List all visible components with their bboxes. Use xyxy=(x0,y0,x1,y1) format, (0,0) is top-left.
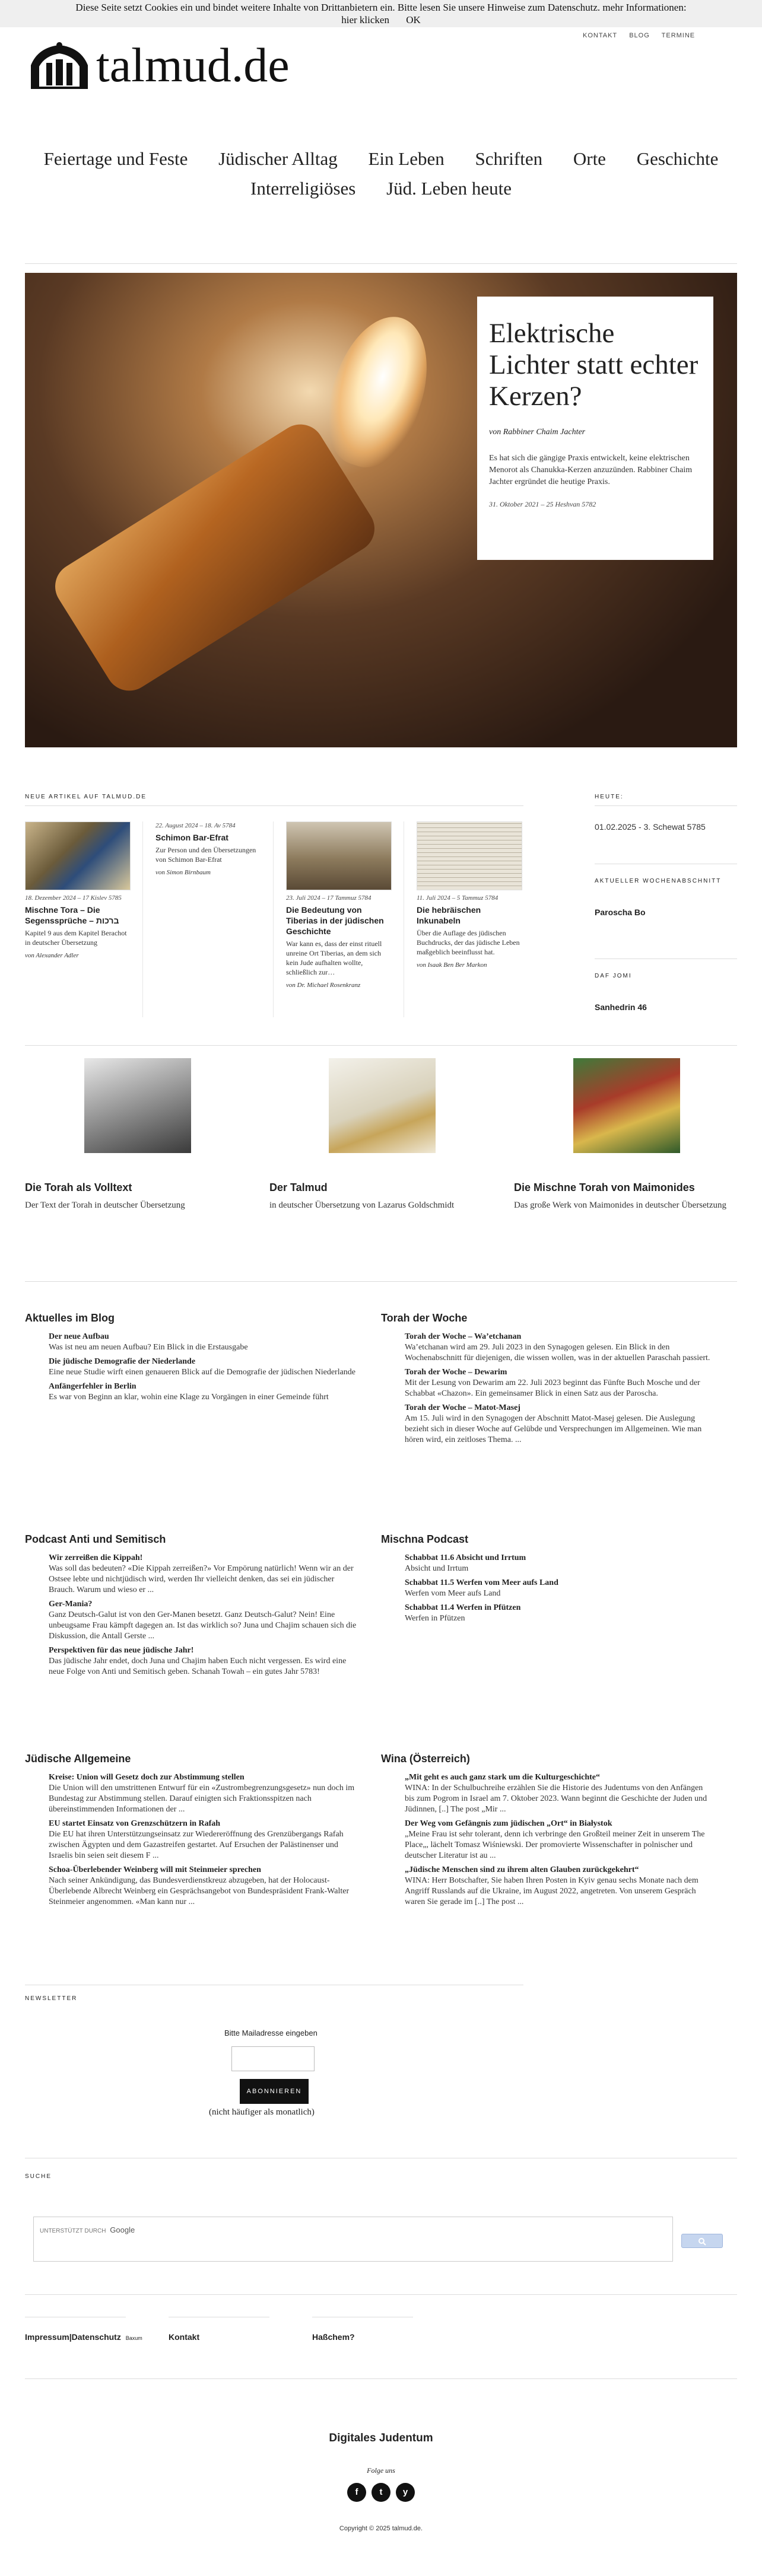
nav-feiertage[interactable]: Feiertage und Feste xyxy=(43,148,188,169)
article-card[interactable] xyxy=(286,821,392,989)
feed-juedische-allgemeine xyxy=(25,1753,357,1911)
search-powered-by xyxy=(40,2225,135,2234)
hero-image-flame xyxy=(312,304,444,479)
divider xyxy=(25,2378,737,2379)
feed-item-text: Die EU hat ihren Unterstützungseinsatz zur Wiedereröffnung des Grenzübergangs Rafah zwischen Ägypten und dem Gazastreifen gestartet. Auf Ersuchen der Palästinenser und Israelis bin seien seit diesem F ... xyxy=(49,1830,344,1860)
feed-item-title[interactable]: Torah der Woche – Wa’etchanan xyxy=(405,1332,522,1341)
divider xyxy=(25,805,523,806)
feed-item[interactable] xyxy=(49,1865,357,1908)
logo-wordmark: talmud.de xyxy=(96,38,290,92)
feed-blog xyxy=(25,1312,357,1406)
top-links xyxy=(583,32,704,39)
feed-heading: Torah der Woche xyxy=(381,1312,468,1324)
feed-item[interactable] xyxy=(405,1553,713,1574)
feed-item-title[interactable]: „Jüdische Menschen sind zu ihrem alten Glauben zurückgekehrt“ xyxy=(405,1865,639,1874)
feed-item-text: Die Union will den umstrittenen Entwurf für ein «Zustrombegrenzungsgesetz» nun doch im Bundestag zur Abstimmung stellen. Darauf einigten sich Fraktionsspitzen nach übereinstimmenden Informationen der ... xyxy=(49,1784,355,1814)
article-thumbnail xyxy=(25,821,131,890)
main-navigation xyxy=(0,148,762,208)
torah-book-image xyxy=(84,1058,191,1153)
feed-item[interactable] xyxy=(49,1357,357,1378)
feed-item-text: Was ist neu am neuen Aufbau? Ein Blick in die Erstausgabe xyxy=(49,1343,248,1352)
top-link-termine[interactable]: TERMINE xyxy=(661,32,696,39)
top-link-kontakt[interactable]: KONTAKT xyxy=(583,32,618,39)
top-link-blog[interactable]: BLOG xyxy=(629,32,650,39)
parasha-label: AKTUELLER WOCHENABSCHNITT xyxy=(595,878,722,884)
google-logo: Google xyxy=(110,2225,135,2234)
feed-item-title[interactable]: Wir zerreißen die Kippah! xyxy=(49,1553,143,1562)
article-card[interactable] xyxy=(155,821,261,876)
feed-item[interactable] xyxy=(405,1819,713,1861)
nav-interreligioeses[interactable]: Interreligiöses xyxy=(250,178,356,199)
footer-link-suffix: Baxum xyxy=(125,2335,142,2341)
feed-item[interactable] xyxy=(49,1332,357,1353)
divider xyxy=(25,2294,737,2295)
article-title[interactable]: Die hebräischen Inkunabeln xyxy=(417,905,481,925)
feed-heading: Aktuelles im Blog xyxy=(25,1312,115,1324)
powered-by-text: UNTERSTÜTZT DURCH xyxy=(40,2228,106,2234)
feed-item[interactable] xyxy=(405,1772,713,1815)
hero-title[interactable]: Elektrische Lichter statt echter Kerzen? xyxy=(489,318,698,412)
article-title[interactable]: Schimon Bar-Efrat xyxy=(155,833,228,842)
feed-item[interactable] xyxy=(49,1772,357,1815)
article-teaser: Kapitel 9 aus dem Kapitel Berachot in deutscher Übersetzung xyxy=(25,929,127,947)
feed-item-text: Werfen in Pfützen xyxy=(405,1614,465,1623)
feed-item-text: „Meine Frau ist sehr tolerant, denn ich verbringe den Großteil meiner Zeit in unserem The Place„, lächelt Tomasz Wiśniewski. Der promovierte Wissenschafter in polnischer und deutscher Literatur ist au ... xyxy=(405,1830,705,1860)
book-title[interactable]: Der Talmud xyxy=(269,1182,328,1193)
search-icon xyxy=(682,2234,723,2249)
divider xyxy=(273,821,274,1017)
search-input[interactable] xyxy=(33,2217,673,2262)
feed-heading: Mischna Podcast xyxy=(381,1533,469,1545)
nav-geschichte[interactable]: Geschichte xyxy=(636,148,719,169)
talmud-book-image xyxy=(329,1058,436,1153)
nav-orte[interactable]: Orte xyxy=(573,148,606,169)
feed-item-title[interactable]: EU startet Einsatz von Grenzschützern in Rafah xyxy=(49,1819,221,1828)
article-author: von Alexander Adler xyxy=(25,952,79,959)
hero-text-box xyxy=(477,297,713,560)
feed-item-text: Ganz Deutsch-Galut ist von den Ger-Manen besetzt. Ganz Deutsch-Galut? Nein! Eine unbeugsame Frau kämpft dagegen an. Ist das wirklich so? Juna und Chajim schauen sich die Diskussion, die Antall Gerste ... xyxy=(49,1610,357,1641)
feed-item[interactable] xyxy=(49,1599,357,1642)
feed-item-text: Was soll das bedeuten? «Die Kippah zerreißen?» Vor Empörung natürlich! Wenn wir an der Ostsee lebte und nichtjüdisch wird, werden Ihr vielleicht denken, das sei ein jüdischer Brauch. Warum und wieso er ... xyxy=(49,1564,354,1594)
book-description: Das große Werk von Maimonides in deutscher Übersetzung xyxy=(514,1201,727,1210)
feed-item[interactable] xyxy=(49,1381,357,1403)
footer-link-haschem[interactable]: Haßchem? xyxy=(312,2332,355,2342)
feed-mischna-podcast xyxy=(381,1533,713,1628)
feed-item-text: Nach seiner Ankündigung, das Bundesverdienstkreuz abzugeben, hat der Holocaust-Überlebende Albrecht Weinberg ein Gesprächsangebot von Bundespräsident Frank-Walter Steinmeier angenommen. «Man kann nur ... xyxy=(49,1876,350,1906)
feed-item-text: WINA: Herr Botschafter, Sie haben Ihren Posten in Kyiv genau sechs Monate nach dem Angriff Russlands auf die Ukraine, im August 2022, angetreten. Von unserem Gespräch waren Sie gerade im [..] The post ... xyxy=(405,1876,698,1906)
feed-item[interactable] xyxy=(405,1403,713,1445)
site-logo[interactable] xyxy=(26,37,311,94)
newsletter-email-input[interactable] xyxy=(231,2046,315,2071)
book-title[interactable]: Die Torah als Volltext xyxy=(25,1182,132,1193)
feed-item-text: Wa’etchanan wird am 29. Juli 2023 in den Synagogen gelesen. Ein Blick in den Wochenabschnitt für diejenigen, die wissen wollen, was in der aktuellen Paraschah passiert. xyxy=(405,1343,710,1362)
newsletter-email-label: Bitte Mailadresse eingeben xyxy=(224,2029,318,2037)
feed-item[interactable] xyxy=(49,1553,357,1596)
hero-image-candle xyxy=(46,415,383,699)
feed-heading: Jüdische Allgemeine xyxy=(25,1753,131,1765)
hero-teaser: Es hat sich die gängige Praxis entwickelt, keine elektrischen Menorot als Chanukka-Kerzen anzuzünden. Rabbiner Chaim Jachter ergründet die heutige Praxis. xyxy=(489,454,693,486)
footer-link-impressum-label[interactable]: Impressum|Datenschutz xyxy=(25,2332,121,2342)
feed-item-title[interactable]: Der neue Aufbau xyxy=(49,1332,109,1341)
cookie-text: Diese Seite setzt Cookies ein und bindet weitere Inhalte von Drittanbietern ein. Bitte lesen Sie unsere Hinweise zum Datenschutz. xyxy=(75,2,601,13)
article-card[interactable] xyxy=(25,821,131,959)
feed-item-title[interactable]: Torah der Woche – Dewarim xyxy=(405,1368,507,1377)
feed-item-text: WINA: In der Schulbuchreihe erzählen Sie die Historie des Judentums von den Anfängen bis zum Pogrom in Israel am 7. Oktober 2023. Wann beginnt die Geschichte der Juden und Jüdinnen, [..] The post „Mir ... xyxy=(405,1784,707,1814)
feed-item-text: Werfen vom Meer aufs Land xyxy=(405,1589,501,1598)
feed-item[interactable] xyxy=(405,1603,713,1624)
daf-jomi-label: DAF JOMI xyxy=(595,973,632,979)
search-label: SUCHE xyxy=(25,2173,52,2180)
divider xyxy=(25,1281,737,1282)
article-teaser: Zur Person und den Übersetzungen von Schimon Bar-Efrat xyxy=(155,846,256,864)
feed-item-text: Eine neue Studie wirft einen genaueren Blick auf die Demografie der jüdischen Niederlande xyxy=(49,1368,356,1377)
feed-item[interactable] xyxy=(405,1865,713,1908)
feed-heading: Podcast Anti und Semitisch xyxy=(25,1533,166,1545)
mischne-torah-book-image xyxy=(573,1058,680,1153)
youtube-icon[interactable]: y xyxy=(396,2483,415,2502)
nav-ein-leben[interactable]: Ein Leben xyxy=(368,148,444,169)
today-date: 01.02.2025 - 3. Schewat 5785 xyxy=(595,822,706,832)
article-author: von Dr. Michael Rosenkranz xyxy=(286,982,361,989)
today-label: HEUTE: xyxy=(595,794,624,800)
newsletter-label: NEWSLETTER xyxy=(25,1995,78,2002)
article-date: 18. Dezember 2024 – 17 Kislev 5785 xyxy=(25,894,122,902)
feed-item[interactable] xyxy=(405,1332,713,1364)
footer-link-impressum[interactable] xyxy=(25,2332,142,2342)
feed-item-text: Mit der Lesung von Dewarim am 22. Juli 2023 beginnt das Fünfte Buch Mosche und der Schabbat «Chazon». Ein gemeinsamer Blick in einen Satz aus der Paroscha. xyxy=(405,1378,700,1398)
article-date: 23. Juli 2024 – 17 Tammuz 5784 xyxy=(286,894,372,902)
nav-alltag[interactable]: Jüdischer Alltag xyxy=(218,148,338,169)
article-author: von Simon Birnbaum xyxy=(155,869,211,876)
feed-item-title[interactable]: Schoa-Überlebender Weinberg will mit Steinmeier sprechen xyxy=(49,1865,261,1874)
article-title[interactable]: Die Bedeutung von Tiberias in der jüdischen Geschichte xyxy=(286,905,384,936)
feed-item[interactable] xyxy=(49,1819,357,1861)
divider xyxy=(595,805,737,806)
feed-item-title[interactable]: Anfängerfehler in Berlin xyxy=(49,1382,136,1391)
feed-torah-der-woche xyxy=(381,1312,713,1449)
article-teaser: Über die Auflage des jüdischen Buchdrucks, der das jüdische Leben maßgeblich beeinflusst hat. xyxy=(417,929,520,956)
feed-item[interactable] xyxy=(405,1578,713,1599)
feed-wina xyxy=(381,1753,713,1911)
article-thumbnail xyxy=(286,821,392,890)
divider xyxy=(25,263,737,264)
hero-author: von Rabbiner Chaim Jachter xyxy=(489,428,586,437)
article-title[interactable]: Mischne Tora – Die Segenssprüche – ברכות xyxy=(25,905,119,925)
nav-schriften[interactable]: Schriften xyxy=(475,148,543,169)
feed-item[interactable] xyxy=(49,1645,357,1677)
feed-item-title[interactable]: Schabbat 11.6 Absicht und Irrtum xyxy=(405,1553,526,1562)
hero-feature[interactable] xyxy=(25,273,737,747)
hero-date: 31. Oktober 2021 – 25 Heshvan 5782 xyxy=(489,500,596,508)
newsletter-subscribe-button[interactable]: ABONNIEREN xyxy=(240,2079,309,2104)
nav-juedisches-leben-heute[interactable]: Jüd. Leben heute xyxy=(386,178,512,199)
feed-item[interactable] xyxy=(405,1367,713,1399)
newsletter-note: (nicht häufiger als monatlich) xyxy=(209,2107,315,2117)
footer-link-kontakt[interactable]: Kontakt xyxy=(169,2332,200,2342)
feed-item-title[interactable]: Torah der Woche – Matot-Masej xyxy=(405,1403,520,1412)
cookie-more: mehr Informationen: xyxy=(602,2,687,13)
search-button[interactable] xyxy=(681,2234,723,2248)
twitter-icon[interactable]: t xyxy=(372,2483,390,2502)
book-description: Der Text der Torah in deutscher Übersetzung xyxy=(25,1201,185,1210)
footer-brand: Digitales Judentum xyxy=(329,2432,433,2444)
cookie-banner xyxy=(0,0,762,27)
feed-item-title[interactable]: Kreise: Union will Gesetz doch zur Abstimmung stellen xyxy=(49,1773,245,1782)
feed-item-title[interactable]: Schabbat 11.5 Werfen vom Meer aufs Land xyxy=(405,1578,558,1587)
article-date: 11. Juli 2024 – 5 Tammuz 5784 xyxy=(417,894,499,902)
facebook-icon[interactable]: f xyxy=(347,2483,366,2502)
article-card[interactable] xyxy=(417,821,522,969)
feed-item-text: Das jüdische Jahr endet, doch Juna und Chajim haben Euch nicht vergessen. Es wird eine neue Folge von Anti und Semitisch geben. Schanah Towah – ein gutes Jahr 5783! xyxy=(49,1657,347,1676)
parasha-value[interactable]: Paroscha Bo xyxy=(595,908,646,917)
divider xyxy=(25,1045,737,1046)
follow-us-label: Folge uns xyxy=(367,2466,395,2475)
article-thumbnail xyxy=(417,821,522,890)
new-articles-label: NEUE ARTIKEL AUF TALMUD.DE xyxy=(25,794,147,800)
daf-jomi-value[interactable]: Sanhedrin 46 xyxy=(595,1002,647,1012)
feed-item-title[interactable]: Die jüdische Demografie der Niederlande xyxy=(49,1357,196,1366)
feed-item-text: Es war von Beginn an klar, wohin eine Klage zu Vorgängen in einer Gemeinde führt xyxy=(49,1393,329,1402)
article-teaser: War kann es, dass der einst rituell unreine Ort Tiberias, an dem sich kein Jude aufhalten wollte, schließlich zur… xyxy=(286,940,382,976)
book-title[interactable]: Die Mischne Torah von Maimonides xyxy=(514,1182,695,1193)
book-description: in deutscher Übersetzung von Lazarus Goldschmidt xyxy=(269,1201,455,1210)
feed-podcast-anti-semitisch xyxy=(25,1533,357,1681)
cookie-ok-button[interactable]: OK xyxy=(406,14,421,26)
divider xyxy=(142,821,143,1017)
feed-item-text: Absicht und Irrtum xyxy=(405,1564,469,1573)
copyright: Copyright © 2025 talmud.de. xyxy=(339,2525,423,2532)
article-date: 22. August 2024 – 18. Av 5784 xyxy=(155,822,236,829)
feed-item-title[interactable]: Schabbat 11.4 Werfen in Pfützen xyxy=(405,1603,521,1612)
cookie-details-link[interactable]: hier klicken xyxy=(341,14,389,26)
feed-item-title[interactable]: „Mit geht es auch ganz stark um die Kulturgeschichte“ xyxy=(405,1773,600,1782)
feed-item-title[interactable]: Der Weg vom Gefängnis zum jüdischen „Ort“ in Białystok xyxy=(405,1819,612,1828)
logo-crown-icon xyxy=(26,42,93,91)
feed-item-text: Am 15. Juli wird in den Synagogen der Abschnitt Matot-Masej gelesen. Die Auslegung bezieht sich in dieser Woche auf Gelübde und Versprechungen im Allgemeinen. Wie man hören wird, ein zeitloses Thema. ... xyxy=(405,1414,702,1444)
feed-item-title[interactable]: Ger-Mania? xyxy=(49,1600,93,1609)
feed-item-title[interactable]: Perspektiven für das neue jüdische Jahr! xyxy=(49,1646,194,1655)
feed-heading: Wina (Österreich) xyxy=(381,1753,470,1765)
article-author: von Isaak Ben Ber Markon xyxy=(417,961,487,969)
